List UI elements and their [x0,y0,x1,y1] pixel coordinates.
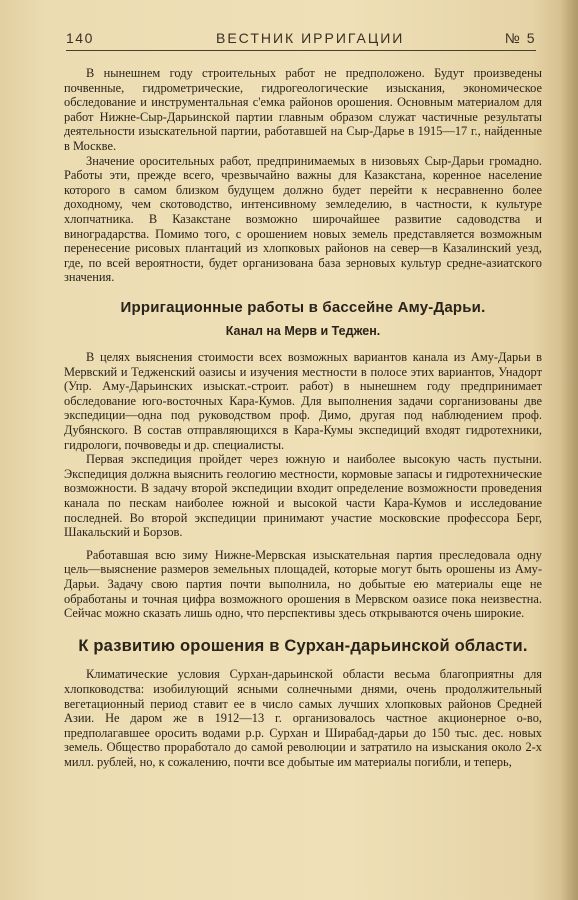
article-body [64,66,542,770]
issue-number: № 5 [504,30,536,46]
paragraph: Значение оросительных работ, предпринимаемых в низовьях Сыр-Дарьи громадно. Работы эти, прежде всего, чрезвычайно важны для Казакстана, коренное население которого в самом близком будущем должно будет перейти к несравненно более доходному, чем скотоводство, интенсивному земледелию, в частности, к культуре хлопчатника. В Казакстане возможно широчайшее развитие садоводства и виноградарства. Помимо того, с орошением новых земель представляется возможным перенесение рисовых плантаций из хлопковых районов на север—в Казалинский уезд, где, по всей вероятности, будет организована база зерновых культур средне-азиатского значения. [64,153,542,285]
paragraph: Работавшая всю зиму Нижне-Мервская изыскательная партия преследовала одну цель—выяснение размеров земельных площадей, которые могут быть орошены из Аму-Дарьи. Задачу свою партия почти выполнила, но добытые ею материалы еще не обработаны и точная цифра возможного орошения в Мервском оазисе пока неизвестна. Сейчас можно сказать лишь одно, что перспективы здесь открываются очень широкие. [64,547,542,621]
journal-title: ВЕСТНИК ИРРИГАЦИИ [216,30,405,46]
paragraph: Климатические условия Сурхан-дарьинской области весьма благоприятны для хлопководства: изобилующий ясными солнечными днями, очень продолжительный вегетационный период ставит ее в число самых лучших хлопковых районов Средней Азии. Не даром же в 1912—13 г. организовалось частное акционерное о-во, предполагавшее оросить водами р.р. Сурхан и Ширабад-дарьи до 150 тыс. дес. новых земель. Общество проработало до самой революции и затратило на изыскания около 2-х милл. рублей, но, к сожалению, почти все добытые им материалы погибли, и теперь, [64,667,542,769]
header-rule [66,50,536,51]
section-subheading: Канал на Мерв и Теджен. [225,323,381,338]
running-header [66,30,536,50]
paragraph: В нынешнем году строительных работ не предположено. Будут произведены почвенные, гидрометрические, гидрогеологические изыскания, экономическое обследование и инструментальная с'емка районов орошения. Основным материалом для работ Нижне-Сыр-Дарьинской партии главным образом служат частичные результаты деятельности изыскательной партии, работавшей на Сыр-Дарье в 1915—17 г., найденные в Москве. [64,66,542,153]
section-heading: Ирригационные работы в бассейне Аму-Дарьи. [120,298,486,316]
section-heading: К развитию орошения в Сурхан-дарьинской области. [78,636,528,655]
page-number: 140 [66,30,94,46]
page-spine-shadow [560,0,578,900]
paragraph: Первая экспедиция пройдет через южную и наиболее высокую часть пустыни. Экспедиция должна выяснить геологию местности, кормовые запасы и гидротехнические возможности. В задачу второй экспедиции входит определение возможности проведения канала по пескам наиболее южной и высокой части Кара-Кумов и исследование последней. Во второй экспедиции принимают участие московские профессора Берг, Шакальский и Борзов. [64,452,542,540]
spacer [64,540,542,548]
paragraph: В целях выяснения стоимости всех возможных вариантов канала из Аму-Дарьи в Мервский и Тедженский оазисы и изучения местности в полосе этих вариантов, Унадорт (Упр. Аму-Дарьинских изыскат.-строит. работ) в нынешнем году предпринимает обследование юго-восточных Кара-Кумов. Для выполнения задачи сорганизованы две экспедиции—одна под руководством проф. Димо, другая под наблюдением проф. Дубянского. В состав отправляющихся в Кара-Кумы экспедиций входят гидротехники, гидрологи, почвоведы и др. специалисты. [64,350,542,452]
